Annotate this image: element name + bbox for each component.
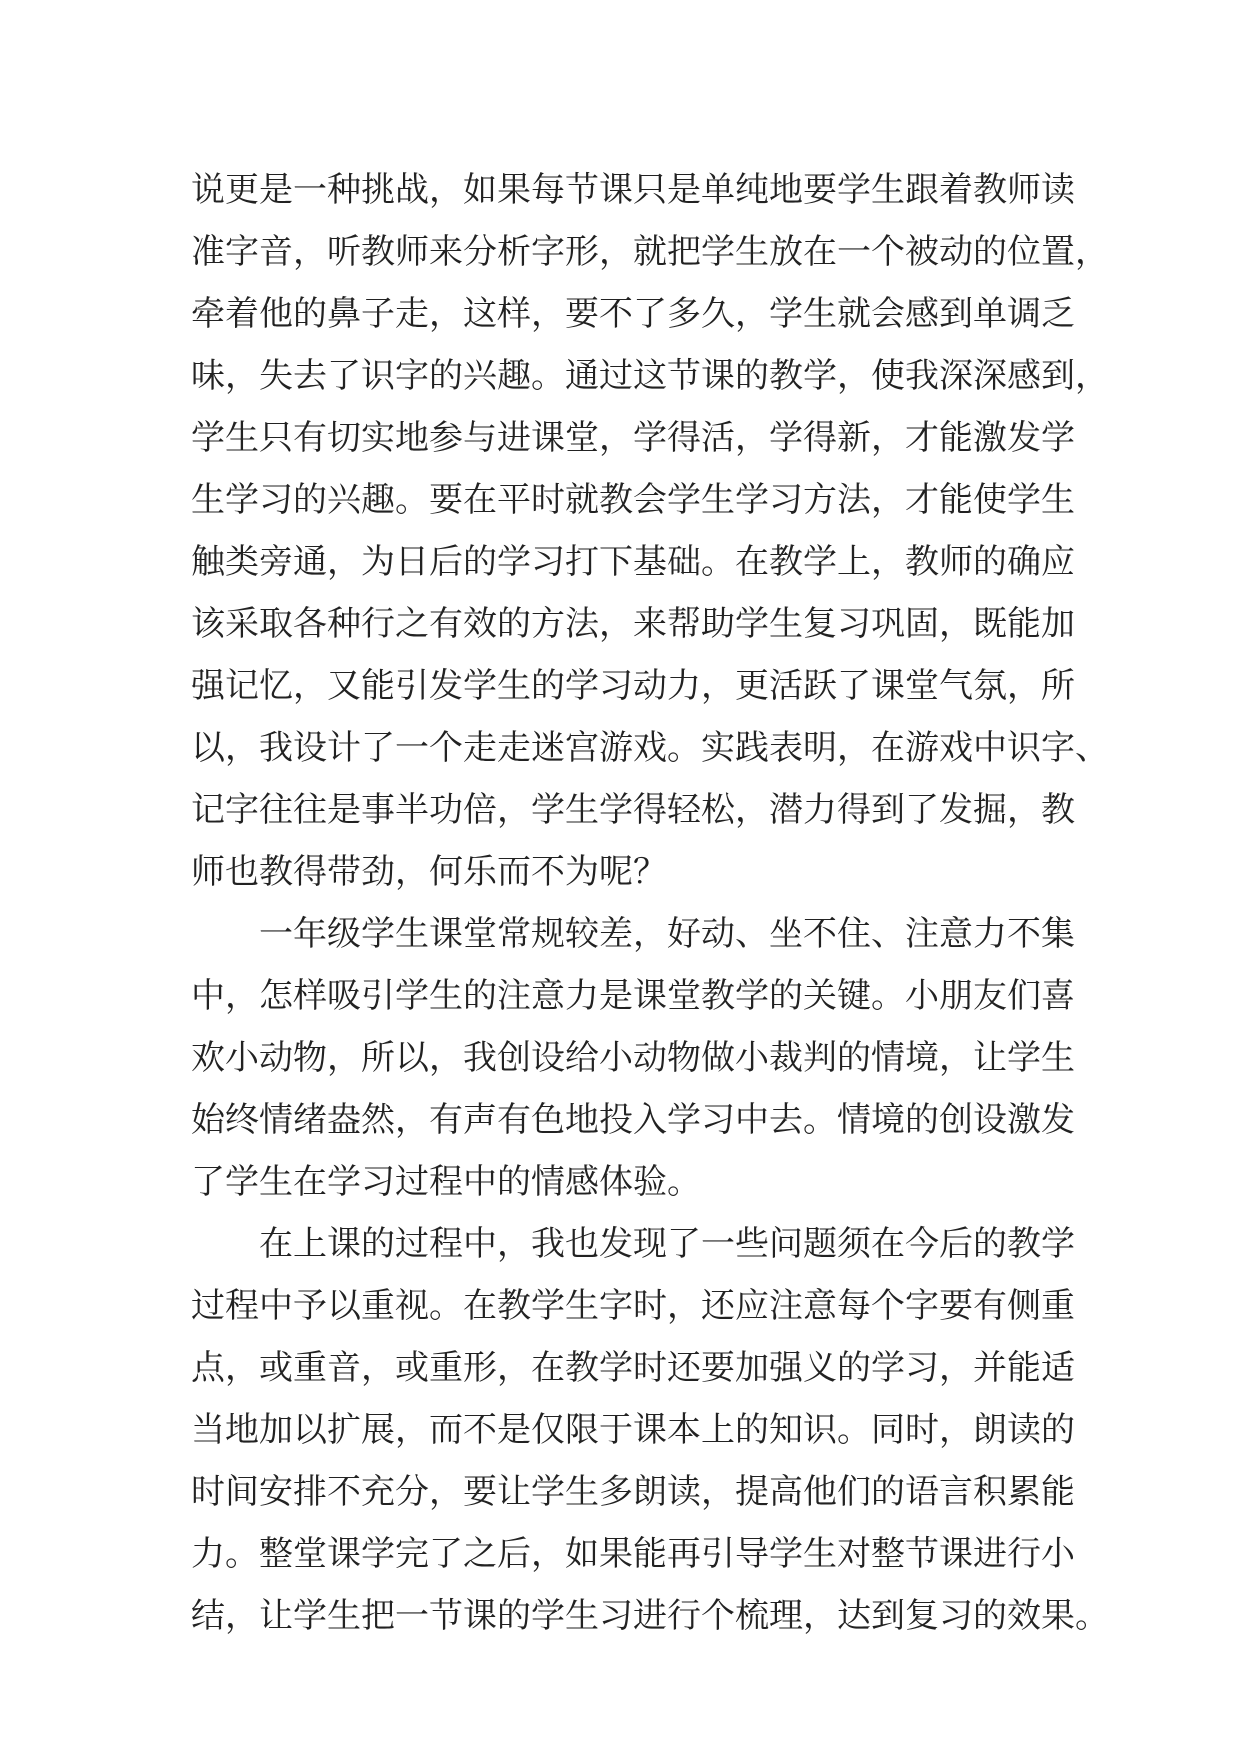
text-line: 生学习的兴趣。要在平时就教会学生学习方法，才能使学生	[191, 480, 1075, 520]
text-line: 中，怎样吸引学生的注意力是课堂教学的关键。小朋友们喜	[191, 976, 1075, 1016]
text-line: 记字往往是事半功倍，学生学得轻松，潜力得到了发掘，教	[191, 790, 1075, 830]
text-line: 味，失去了识字的兴趣。通过这节课的教学，使我深深感到，	[191, 356, 1109, 396]
text-line: 结，让学生把一节课的学生习进行个梳理，达到复习的效果。	[191, 1596, 1109, 1636]
text-line: 牵着他的鼻子走，这样，要不了多久，学生就会感到单调乏	[191, 294, 1075, 334]
text-line: 力。整堂课学完了之后，如果能再引导学生对整节课进行小	[191, 1534, 1075, 1574]
text-line: 时间安排不充分，要让学生多朗读，提高他们的语言积累能	[191, 1472, 1075, 1512]
text-line: 了学生在学习过程中的情感体验。	[191, 1162, 701, 1202]
text-line: 欢小动物，所以，我创设给小动物做小裁判的情境，让学生	[191, 1038, 1075, 1078]
text-line: 始终情绪盎然，有声有色地投入学习中去。情境的创设激发	[191, 1100, 1075, 1140]
text-line: 过程中予以重视。在教学生字时，还应注意每个字要有侧重	[191, 1286, 1075, 1326]
text-line: 触类旁通，为日后的学习打下基础。在教学上，教师的确应	[191, 542, 1075, 582]
text-line: 说更是一种挑战，如果每节课只是单纯地要学生跟着教师读	[191, 170, 1075, 210]
text-line: 师也教得带劲，何乐而不为呢？	[191, 852, 667, 892]
paragraph-first-line: 在上课的过程中，我也发现了一些问题须在今后的教学	[259, 1224, 1075, 1264]
text-line: 点，或重音，或重形，在教学时还要加强义的学习，并能适	[191, 1348, 1075, 1388]
text-line: 强记忆，又能引发学生的学习动力，更活跃了课堂气氛，所	[191, 666, 1075, 706]
text-line: 当地加以扩展，而不是仅限于课本上的知识。同时，朗读的	[191, 1410, 1075, 1450]
text-line: 学生只有切实地参与进课堂，学得活，学得新，才能激发学	[191, 418, 1075, 458]
text-line: 以，我设计了一个走走迷宫游戏。实践表明，在游戏中识字、	[191, 728, 1109, 768]
text-line: 准字音，听教师来分析字形，就把学生放在一个被动的位置，	[191, 232, 1109, 272]
paragraph-first-line: 一年级学生课堂常规较差，好动、坐不住、注意力不集	[259, 914, 1075, 954]
document-body	[191, 159, 1109, 1647]
text-line: 该采取各种行之有效的方法，来帮助学生复习巩固，既能加	[191, 604, 1075, 644]
